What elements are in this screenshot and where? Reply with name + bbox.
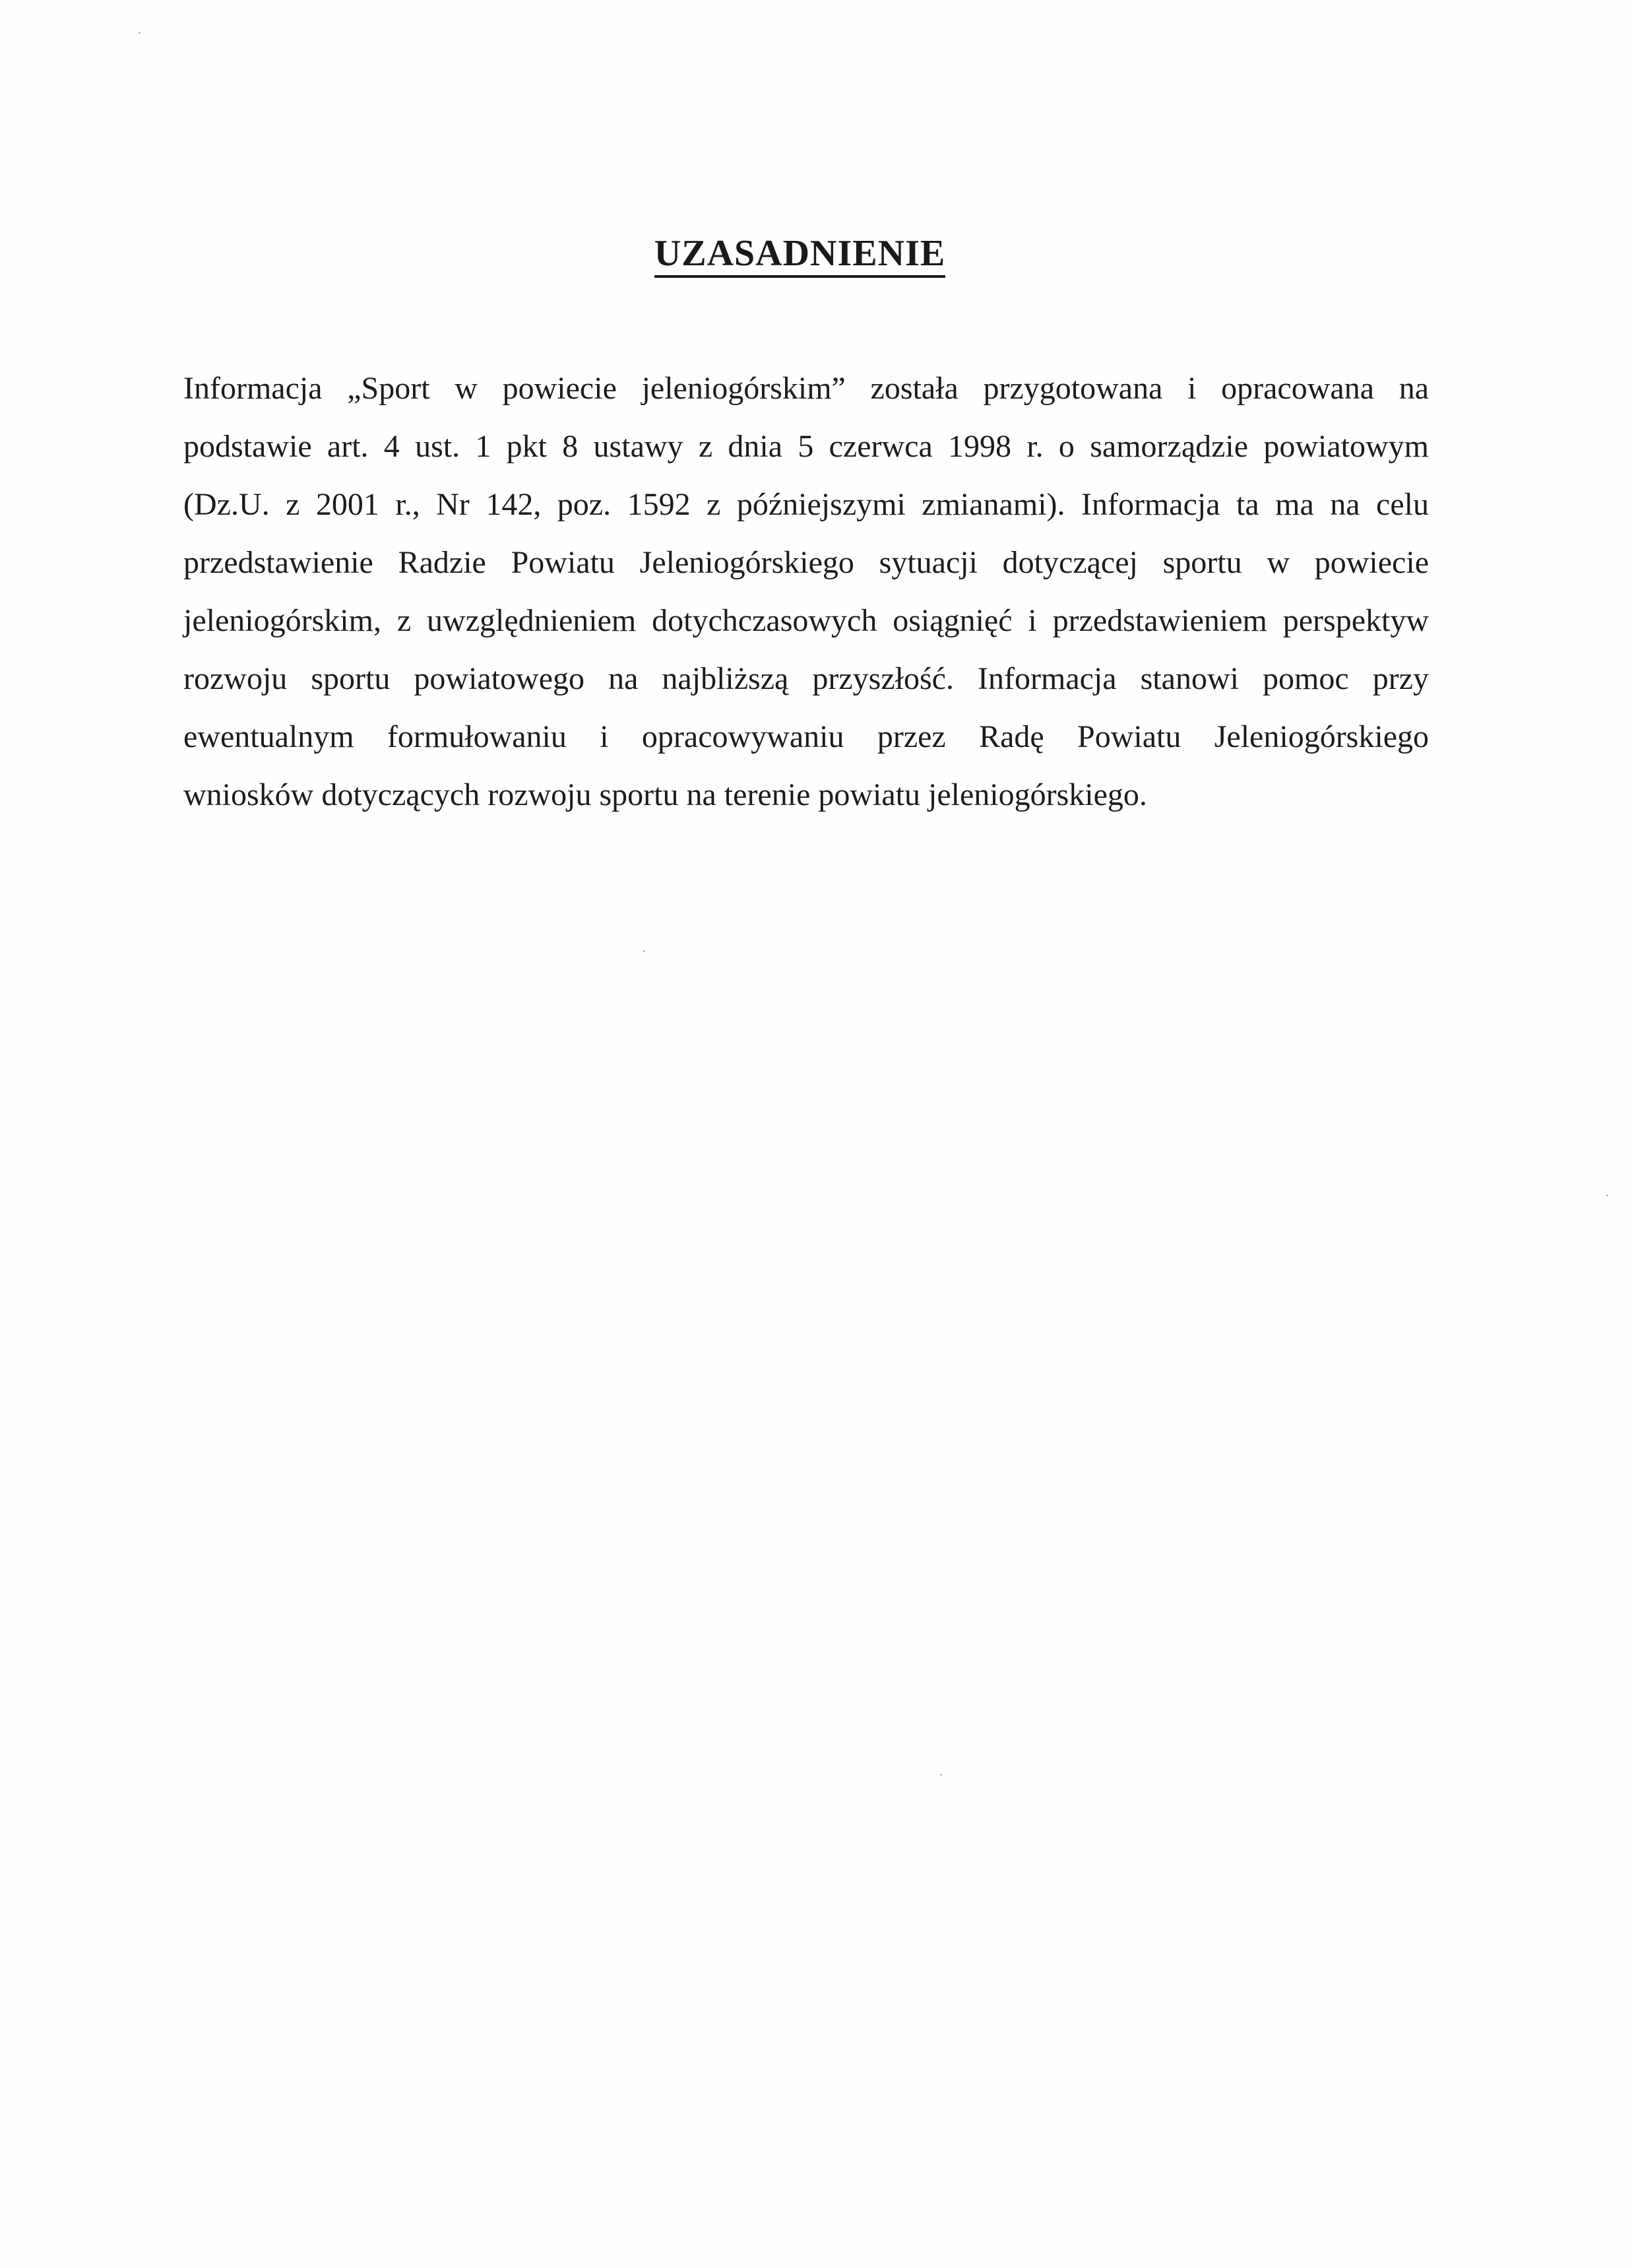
document-title (0, 232, 1600, 275)
scan-speck (1606, 1194, 1608, 1196)
scan-speck (940, 1774, 942, 1776)
paragraph-line: ewentualnym formułowaniu i opracowywaniu przez Radę Powiatu Jeleniogórskiego (183, 719, 1429, 754)
justification-paragraph (183, 360, 1429, 824)
paragraph-line: wniosków dotyczących rozwoju sportu na terenie powiatu jeleniogórskiego. (183, 777, 1147, 812)
paragraph-line: Informacja „Sport w powiecie jeleniogórskim” została przygotowana i opracowana na (183, 371, 1429, 406)
document-title-text: UZASADNIENIE (654, 233, 945, 278)
paragraph-line: jeleniogórskim, z uwzględnieniem dotychczasowych osiągnięć i przedstawieniem perspektyw (183, 603, 1429, 638)
paragraph-line: (Dz.U. z 2001 r., Nr 142, poz. 1592 z późniejszymi zmianami). Informacja ta ma na celu (183, 487, 1429, 522)
paragraph-line: przedstawienie Radzie Powiatu Jeleniogórskiego sytuacji dotyczącej sportu w powiecie (183, 545, 1429, 580)
scan-speck (643, 950, 645, 952)
paragraph-line: podstawie art. 4 ust. 1 pkt 8 ustawy z dnia 5 czerwca 1998 r. o samorządzie powiatowym (183, 429, 1429, 464)
scan-speck (139, 32, 141, 34)
paragraph-line: rozwoju sportu powiatowego na najbliższą przyszłość. Informacja stanowi pomoc przy (183, 661, 1429, 696)
